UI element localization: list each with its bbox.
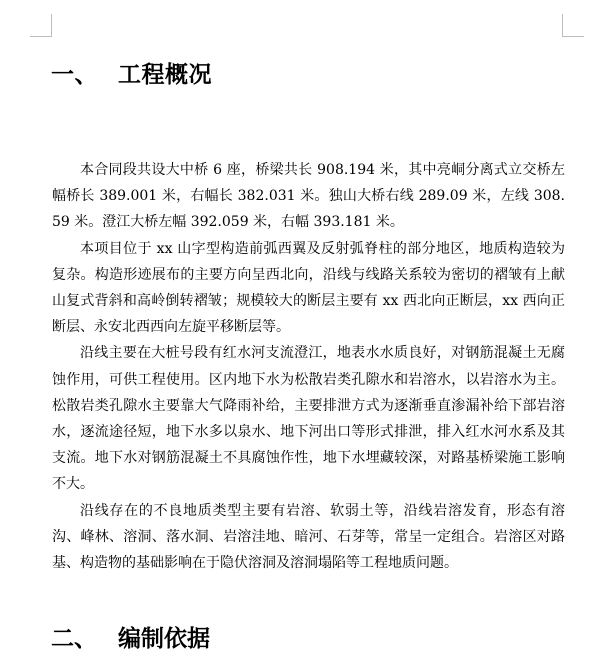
crop-mark-top-right bbox=[562, 36, 584, 37]
next-section-heading bbox=[51, 622, 210, 656]
crop-mark-top-right bbox=[562, 14, 563, 37]
section-heading bbox=[51, 58, 212, 92]
heading-number: 一、 bbox=[51, 62, 98, 88]
body-text bbox=[52, 157, 565, 576]
paragraph-hydrology: 沿线主要在大桩号段有红水河支流澄江，地表水水质良好，对钢筋混凝土无腐蚀作用，可供工程使用。区内地下水为松散岩类孔隙水和岩溶水，以岩溶水为主。松散岩类孔隙水主要靠大气降雨补给，主要排泄方式为逐渐垂直渗漏补给下部岩溶水，逐流途径短，地下水多以泉水、地下河出口等形式排泄，排入红水河水系及其支流。地下水对钢筋混凝土不具腐蚀作性，地下水埋藏较深，对路基桥梁施工影响不大。 bbox=[52, 345, 565, 493]
crop-mark-top-left bbox=[51, 14, 52, 37]
next-heading-title: 编制依据 bbox=[118, 626, 210, 652]
paragraph-bridges: 本合同段共设大中桥 6 座，桥梁共长 908.194 米，其中亮峒分离式立交桥左幅桥长 389.001 米，右幅长 382.031 米。独山大桥右线 289.09 米，左线 308.59 米。澄江大桥左幅 392.059 米，右幅 393.181 米。 bbox=[52, 162, 565, 231]
paragraph-geology: 本项目位于 xx 山字型构造前弧西翼及反射弧脊柱的部分地区，地质构造较为复杂。构造形迹展布的主要方向呈西北向，沿线与线路关系较为密切的褶皱有上献山复式背斜和高岭倒转褶皱；规模较大的断层主要有 xx 西北向正断层，xx 西向正断层、永安北西西向左旋平移断层等。 bbox=[52, 240, 565, 336]
crop-mark-top-left bbox=[30, 36, 52, 37]
heading-title: 工程概况 bbox=[118, 62, 212, 88]
next-heading-number: 二、 bbox=[51, 626, 97, 652]
paragraph-adverse-geology: 沿线存在的不良地质类型主要有岩溶、软弱土等，沿线岩溶发育，形态有溶沟、峰林、溶洞、落水洞、岩溶洼地、暗河、石芽等，常呈一定组合。岩溶区对路基、构造物的基础影响在于隐伏溶洞及溶洞塌陷等工程地质问题。 bbox=[52, 502, 565, 572]
